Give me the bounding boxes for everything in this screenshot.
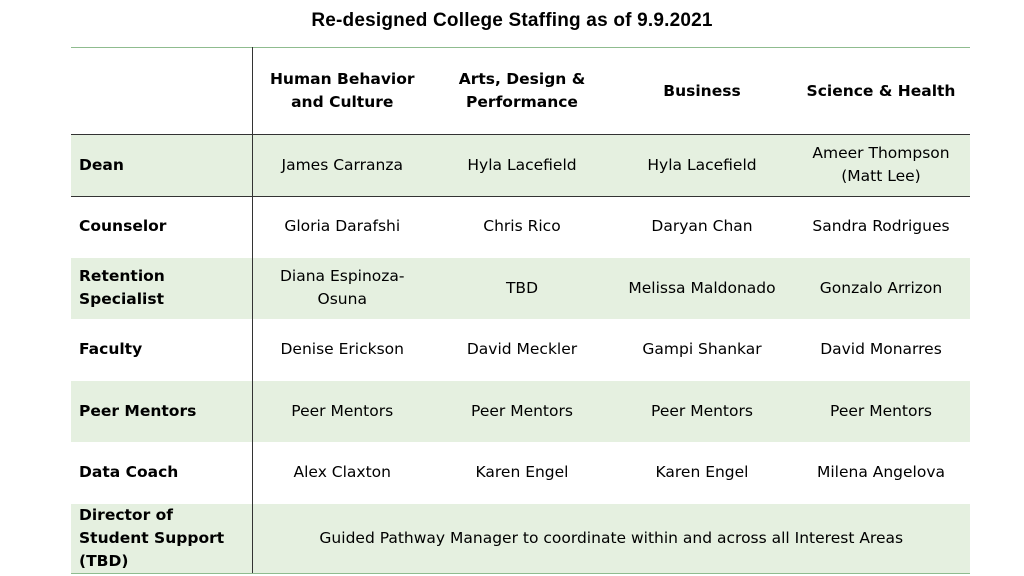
row-label: Counselor: [71, 196, 252, 258]
table-row-peer-mentors: [71, 381, 970, 443]
table-cell: Gonzalo Arrizon: [792, 258, 970, 320]
table-row-director: [71, 504, 970, 574]
table-cell: David Monarres: [792, 319, 970, 381]
table-cell: Chris Rico: [432, 196, 612, 258]
table-cell: Karen Engel: [612, 442, 792, 504]
table-cell: Ameer Thompson (Matt Lee): [812, 144, 950, 186]
table-cell: Gampi Shankar: [612, 319, 792, 381]
column-header-empty: [71, 48, 252, 135]
table-cell: Hyla Lacefield: [647, 155, 757, 174]
row-label: Faculty: [71, 319, 252, 381]
table-row-dean: [71, 135, 970, 197]
table-cell: James Carranza: [281, 155, 403, 174]
table-cell: Gloria Darafshi: [252, 196, 432, 258]
table-cell: Peer Mentors: [432, 381, 612, 443]
table-cell: Alex Claxton: [252, 442, 432, 504]
table-row-data-coach: [71, 442, 970, 504]
table-cell: Denise Erickson: [252, 319, 432, 381]
table-cell: TBD: [432, 258, 612, 320]
column-header-human-behavior: Human Behavior and Culture: [252, 48, 432, 135]
table-cell: Karen Engel: [432, 442, 612, 504]
table-cell: Diana Espinoza-Osuna: [252, 258, 432, 320]
table-row-faculty: [71, 319, 970, 381]
table-cell: Sandra Rodrigues: [792, 196, 970, 258]
table-cell: Milena Angelova: [792, 442, 970, 504]
table-row-retention-specialist: [71, 258, 970, 320]
row-label: Dean: [71, 135, 252, 197]
table-row-counselor: [71, 196, 970, 258]
table-cell: Peer Mentors: [252, 381, 432, 443]
staffing-table: [71, 47, 970, 574]
page-title: Re-designed College Staffing as of 9.9.2021: [311, 10, 713, 31]
table-cell: Daryan Chan: [612, 196, 792, 258]
table-cell: Melissa Maldonado: [612, 258, 792, 320]
table-header-row: [71, 48, 970, 135]
row-label: Data Coach: [71, 442, 252, 504]
row-label: Director of Student Support (TBD): [71, 504, 252, 574]
table-cell: David Meckler: [432, 319, 612, 381]
column-header-business: Business: [612, 48, 792, 135]
merged-cell: Guided Pathway Manager to coordinate within and across all Interest Areas: [252, 504, 970, 574]
table-cell: Peer Mentors: [612, 381, 792, 443]
column-header-arts-design: Arts, Design & Performance: [432, 48, 612, 135]
table-cell: Peer Mentors: [792, 381, 970, 443]
row-label: Retention Specialist: [71, 258, 252, 320]
column-header-science-health: Science & Health: [792, 48, 970, 135]
table-cell: Hyla Lacefield: [467, 155, 577, 174]
row-label: Peer Mentors: [71, 381, 252, 443]
